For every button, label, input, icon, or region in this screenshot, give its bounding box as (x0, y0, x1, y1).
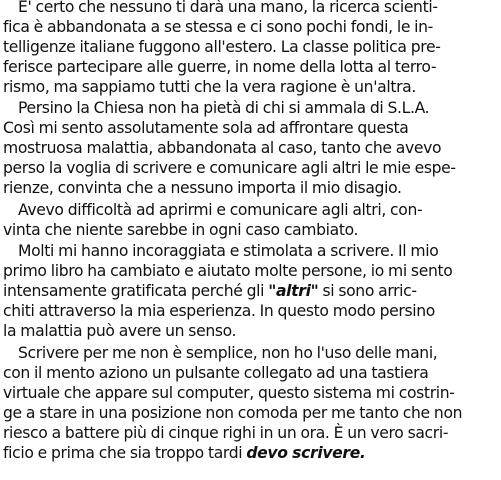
text-segment: E' certo che nessuno ti darà una mano, la ricerca scienti- (18, 0, 438, 16)
text-segment: ferisce partecipare alle guerre, in nome della lotta al terro- (3, 58, 437, 76)
text-line (3, 443, 366, 463)
text-line (3, 281, 417, 301)
text-line (3, 37, 440, 57)
text-line (3, 403, 462, 423)
text-segment: Scrivere per me non è semplice, non ho l'uso delle mani, (18, 344, 438, 362)
text-line (3, 383, 455, 403)
text-line (3, 158, 456, 178)
text-line (3, 138, 441, 158)
emphasized-text: "altri" (268, 282, 319, 300)
text-segment: perso la voglia di scrivere e comunicare agli altri le mie espe- (3, 159, 456, 177)
text-line (3, 77, 416, 97)
text-segment: con il mento aziono un pulsante collegato ad una tastiera (3, 364, 429, 382)
text-segment: intensamente gratificata perché gli (3, 282, 269, 300)
text-segment: virtuale che appare sul computer, questo sistema mi costrin- (3, 384, 455, 402)
text-segment: Avevo difficoltà ad aprirmi e comunicare agli altri, con- (18, 201, 423, 219)
text-line (3, 363, 428, 383)
text-segment: ficio e prima che sia troppo tardi (3, 444, 247, 462)
text-segment: fica è abbandonata a se stessa e ci sono pochi fondi, le in- (3, 18, 433, 36)
text-segment: si sono arric- (318, 282, 417, 300)
text-segment: riesco a battere più di cinque righi in un ora. È un vero sacri- (3, 424, 449, 442)
text-line (18, 200, 422, 220)
text-segment: Molti mi hanno incoraggiata e stimolata a scrivere. Il mio (18, 242, 439, 260)
text-segment: mostruosa malattia, abbandonata al caso, tanto che avevo (3, 139, 442, 157)
text-segment: rismo, ma sappiamo tutti che la vera ragione è un'altra. (3, 78, 416, 96)
text-segment: la malattia può avere un senso. (3, 322, 237, 340)
text-segment: primo libro ha cambiato e aiutato molte persone, io mi sento (3, 262, 453, 280)
text-line (18, 98, 429, 118)
text-segment: ge a stare in una posizione non comoda per me tanto che non (3, 404, 463, 422)
text-line (3, 261, 452, 281)
text-line (18, 241, 438, 261)
text-line (3, 178, 402, 198)
text-line (3, 220, 358, 240)
text-line (3, 301, 435, 321)
emphasized-text: devo scrivere. (246, 444, 366, 462)
text-line (3, 17, 433, 37)
text-line (3, 423, 448, 443)
text-segment: vinta che niente sarebbe in ogni caso cambiato. (3, 221, 359, 239)
text-line (3, 118, 408, 138)
text-line (18, 0, 438, 17)
text-line (18, 343, 437, 363)
text-segment: rienze, convinta che a nessuno importa il mio disagio. (3, 179, 402, 197)
text-line (3, 321, 236, 341)
text-segment: Così mi sento assolutamente sola ad affrontare questa (3, 119, 409, 137)
text-segment: chiti attraverso la mia esperienza. In questo modo persino (3, 302, 435, 320)
text-line (3, 57, 436, 77)
text-segment: telligenze italiane fuggono all'estero. La classe politica pre- (3, 38, 441, 56)
text-segment: Persino la Chiesa non ha pietà di chi si ammala di S.L.A. (18, 99, 430, 117)
